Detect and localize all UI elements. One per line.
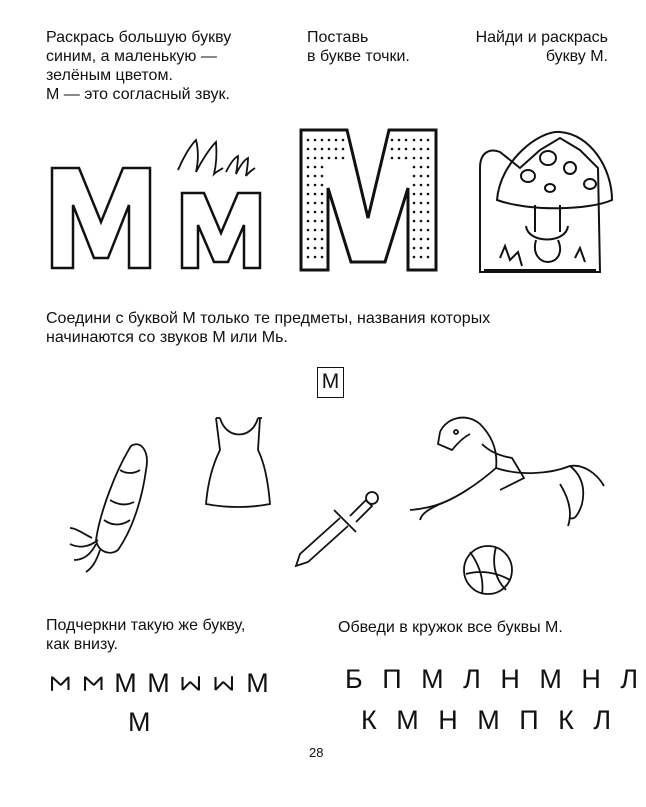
letter-option[interactable]: К: [558, 705, 575, 735]
letter-option[interactable]: Н: [500, 664, 521, 694]
letter-option[interactable]: М: [477, 705, 501, 735]
instruction-dots: Поставь в букве точки.: [307, 29, 410, 65]
letter-option[interactable]: М: [421, 664, 445, 694]
letter-option[interactable]: К: [361, 705, 378, 735]
target-letter-box[interactable]: М: [317, 367, 344, 398]
instruction-color-letters: Раскрась большую букву синим, а маленькую — зелёным цветом. М — это согласный звук.: [46, 29, 232, 103]
circle-letter-row-2: [361, 705, 612, 736]
instruction-find-color: Найди и раскрась букву М.: [475, 29, 608, 65]
letter-option[interactable]: Л: [463, 664, 482, 694]
underline-sample-letter: М: [128, 707, 151, 737]
letter-option[interactable]: Σ: [176, 675, 206, 692]
letter-option[interactable]: М: [396, 705, 420, 735]
instruction-circle: Обведи в кружок все буквы М.: [338, 619, 563, 636]
page-number: 28: [309, 745, 324, 760]
letter-option[interactable]: Л: [593, 705, 612, 735]
letter-option[interactable]: Н: [581, 664, 602, 694]
letter-option[interactable]: М: [147, 668, 170, 698]
letter-option[interactable]: П: [519, 705, 540, 735]
letter-option[interactable]: П: [382, 664, 403, 694]
letter-option[interactable]: Л: [620, 664, 639, 694]
instruction-connect: Соедини с буквой М только те предметы, названия которых начинаются со звуков М или Мь.: [46, 310, 491, 346]
letter-option[interactable]: Н: [438, 705, 459, 735]
letter-option[interactable]: М: [246, 668, 269, 698]
letter-option[interactable]: Б: [345, 664, 364, 694]
letter-option[interactable]: Ʃ: [209, 675, 239, 692]
letter-option[interactable]: М: [114, 668, 137, 698]
letter-option[interactable]: Σ: [78, 675, 108, 692]
instruction-underline: Подчеркни такую же букву, как внизу.: [46, 617, 246, 653]
circle-letter-row-1: [345, 664, 639, 695]
letter-option[interactable]: М: [539, 664, 563, 694]
letter-option[interactable]: Ʃ: [45, 675, 75, 692]
underline-letter-row: [47, 668, 270, 699]
